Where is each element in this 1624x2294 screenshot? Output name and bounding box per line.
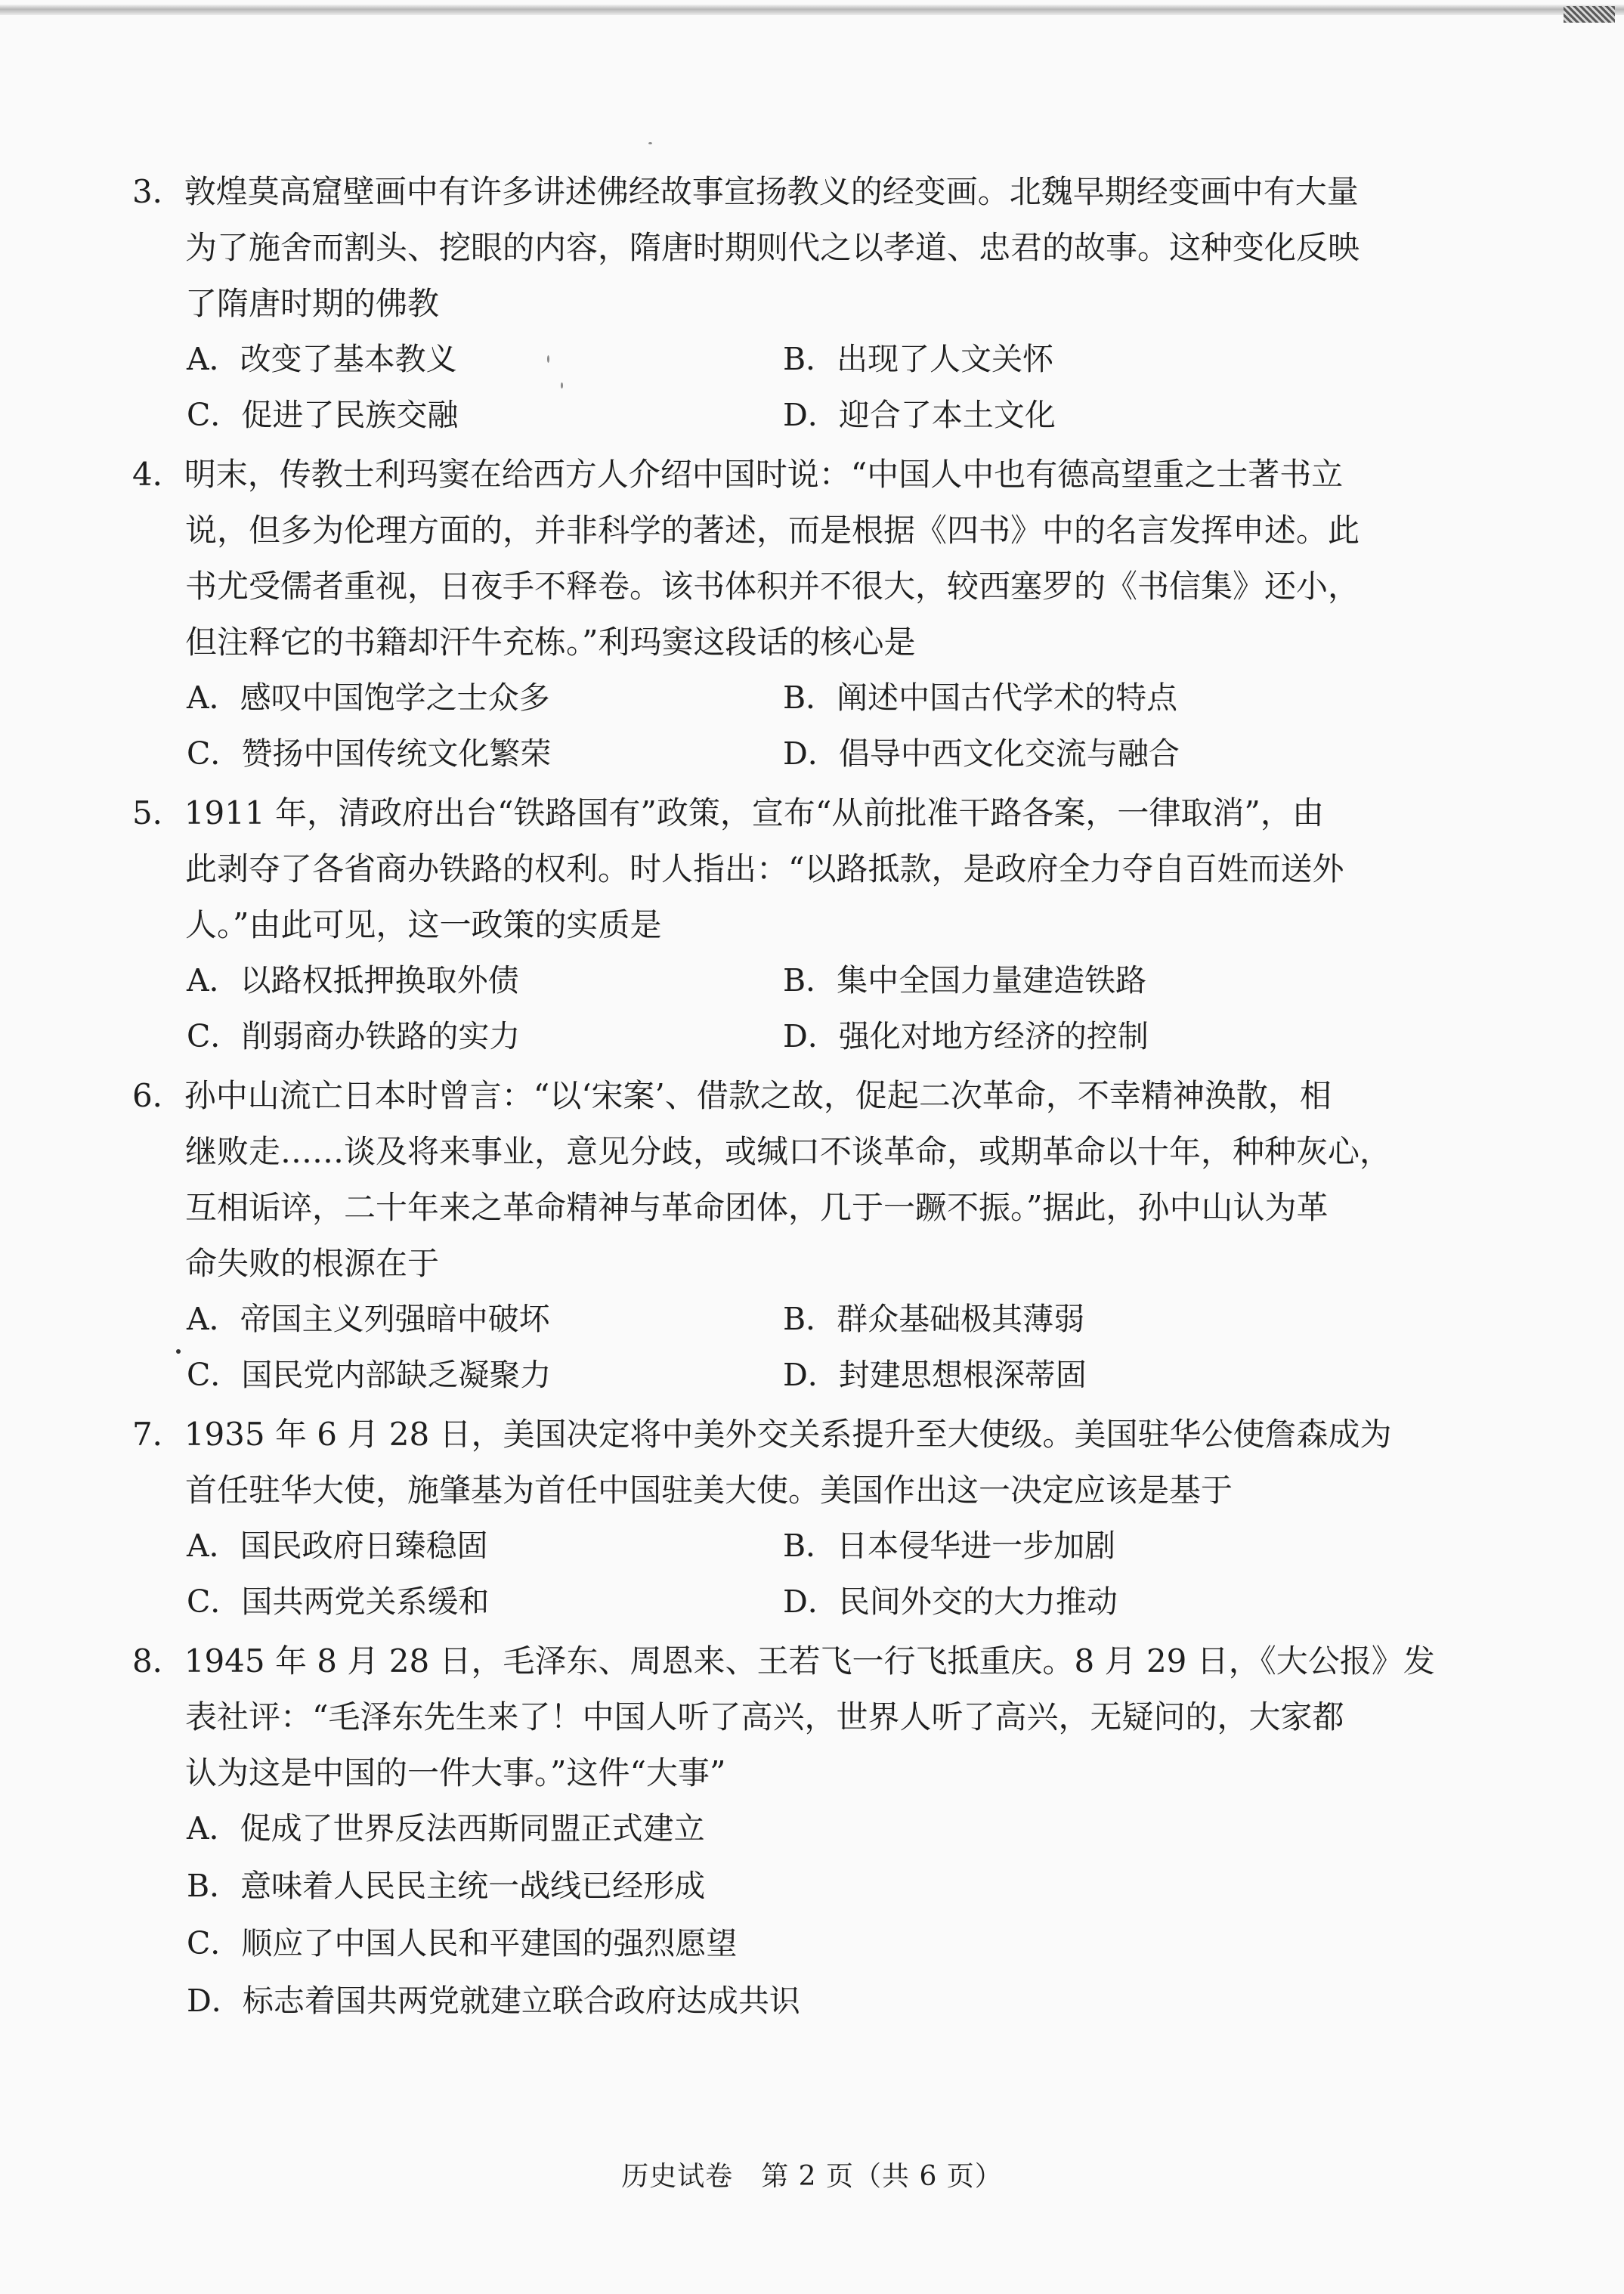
question-stem-line: 说，但多为伦理方面的，并非科学的著述，而是根据《四书》中的名言发挥申述。此 <box>185 512 1360 549</box>
option-a: A．促成了世界反法西斯同盟正式建立 <box>187 1810 705 1847</box>
scan-speck <box>648 142 652 144</box>
question-stem-line: 为了施舍而割头、挖眼的内容，隋唐时期则代之以孝道、忠君的故事。这种变化反映 <box>185 229 1360 266</box>
question-stem-line: 首任驻华大使，施肇基为首任中国驻美大使。美国作出这一决定应该是基于 <box>185 1472 1233 1509</box>
option-c: C．顺应了中国人民和平建国的强烈愿望 <box>187 1925 738 1961</box>
question-stem-line: 命失败的根源在于 <box>185 1245 440 1282</box>
question-stem-line: 表社评：“毛泽东先生来了！中国人听了高兴，世界人听了高兴，无疑问的，大家都 <box>185 1698 1344 1735</box>
question-stem-line: 7．1935 年 6 月 28 日，美国决定将中美外交关系提升至大使级。美国驻华公使詹森成为 <box>132 1416 1392 1453</box>
question-stem-line: 互相诟谇，二十年来之革命精神与革命团体，几于一蹶不振。”据此，孙中山认为革 <box>185 1189 1329 1226</box>
page-footer: 历史试卷 第 2 页（共 6 页） <box>621 2161 1003 2192</box>
question-stem-line: 4．明末，传教士利玛窦在给西方人介绍中国时说：“中国人中也有德高望重之士著书立 <box>132 456 1344 493</box>
option-a: A．以路权抵押换取外债 <box>187 962 519 998</box>
scan-speck <box>547 355 549 363</box>
option-d: D．民间外交的大力推动 <box>783 1584 1118 1620</box>
option-c: C．赞扬中国传统文化繁荣 <box>187 735 552 772</box>
option-d: D．倡导中西文化交流与融合 <box>783 735 1180 772</box>
question-stem-line: 5．1911 年，清政府出台“铁路国有”政策，宣布“从前批准干路各案，一律取消”，由 <box>132 794 1324 831</box>
option-b: B．集中全国力量建造铁路 <box>783 962 1147 998</box>
scan-top-edge <box>0 5 1624 15</box>
question-stem-line: 6．孙中山流亡日本时曾言：“以‘宋案’、借款之故，促起二次革命，不幸精神涣散，相 <box>132 1077 1332 1114</box>
option-c: C．国民党内部缺乏凝聚力 <box>187 1357 552 1393</box>
option-b: B．阐述中国古代学术的特点 <box>783 680 1178 716</box>
question-stem-line: 人。”由此可见，这一政策的实质是 <box>185 906 662 943</box>
option-b: B．群众基础极其薄弱 <box>783 1301 1085 1337</box>
option-b: B．意味着人民民主统一战线已经形成 <box>187 1868 706 1904</box>
question-stem-line: 了隋唐时期的佛教 <box>185 285 440 322</box>
scan-speck <box>561 382 563 389</box>
question-stem-line: 继败走……谈及将来事业，意见分歧，或缄口不谈革命，或期革命以十年，种种灰心， <box>185 1133 1392 1170</box>
option-a: A．帝国主义列强暗中破坏 <box>187 1301 550 1337</box>
scan-corner-mark <box>1564 6 1615 23</box>
option-b: B．日本侵华进一步加剧 <box>783 1528 1116 1564</box>
option-c: C．促进了民族交融 <box>187 397 459 433</box>
option-a: A．感叹中国饱学之士众多 <box>187 680 550 716</box>
option-d: D．强化对地方经济的控制 <box>783 1018 1149 1054</box>
question-stem-line: 8．1945 年 8 月 28 日，毛泽东、周恩来、王若飞一行飞抵重庆。8 月 29 日，《大公报》发 <box>132 1642 1435 1679</box>
scan-speck <box>176 1349 181 1354</box>
question-stem-line: 但注释它的书籍却汗牛充栋。”利玛窦这段话的核心是 <box>185 624 916 661</box>
option-b: B．出现了人文关怀 <box>783 341 1054 377</box>
option-d: D．迎合了本土文化 <box>783 397 1056 433</box>
option-d: D．标志着国共两党就建立联合政府达成共识 <box>187 1983 800 2019</box>
question-stem-line: 认为这是中国的一件大事。”这件“大事” <box>185 1754 726 1791</box>
option-a: A．国民政府日臻稳固 <box>187 1528 488 1564</box>
option-c: C．国共两党关系缓和 <box>187 1584 490 1620</box>
question-stem-line: 书尤受儒者重视，日夜手不释卷。该书体积并不很大，较西塞罗的《书信集》还小， <box>185 568 1360 605</box>
option-c: C．削弱商办铁路的实力 <box>187 1018 521 1054</box>
question-stem-line: 3．敦煌莫高窟壁画中有许多讲述佛经故事宣扬教义的经变画。北魏早期经变画中有大量 <box>132 173 1359 210</box>
option-d: D．封建思想根深蒂固 <box>783 1357 1087 1393</box>
option-a: A．改变了基本教义 <box>187 341 457 377</box>
question-stem-line: 此剥夺了各省商办铁路的权利。时人指出：“以路抵款，是政府全力夺自百姓而送外 <box>185 850 1344 887</box>
